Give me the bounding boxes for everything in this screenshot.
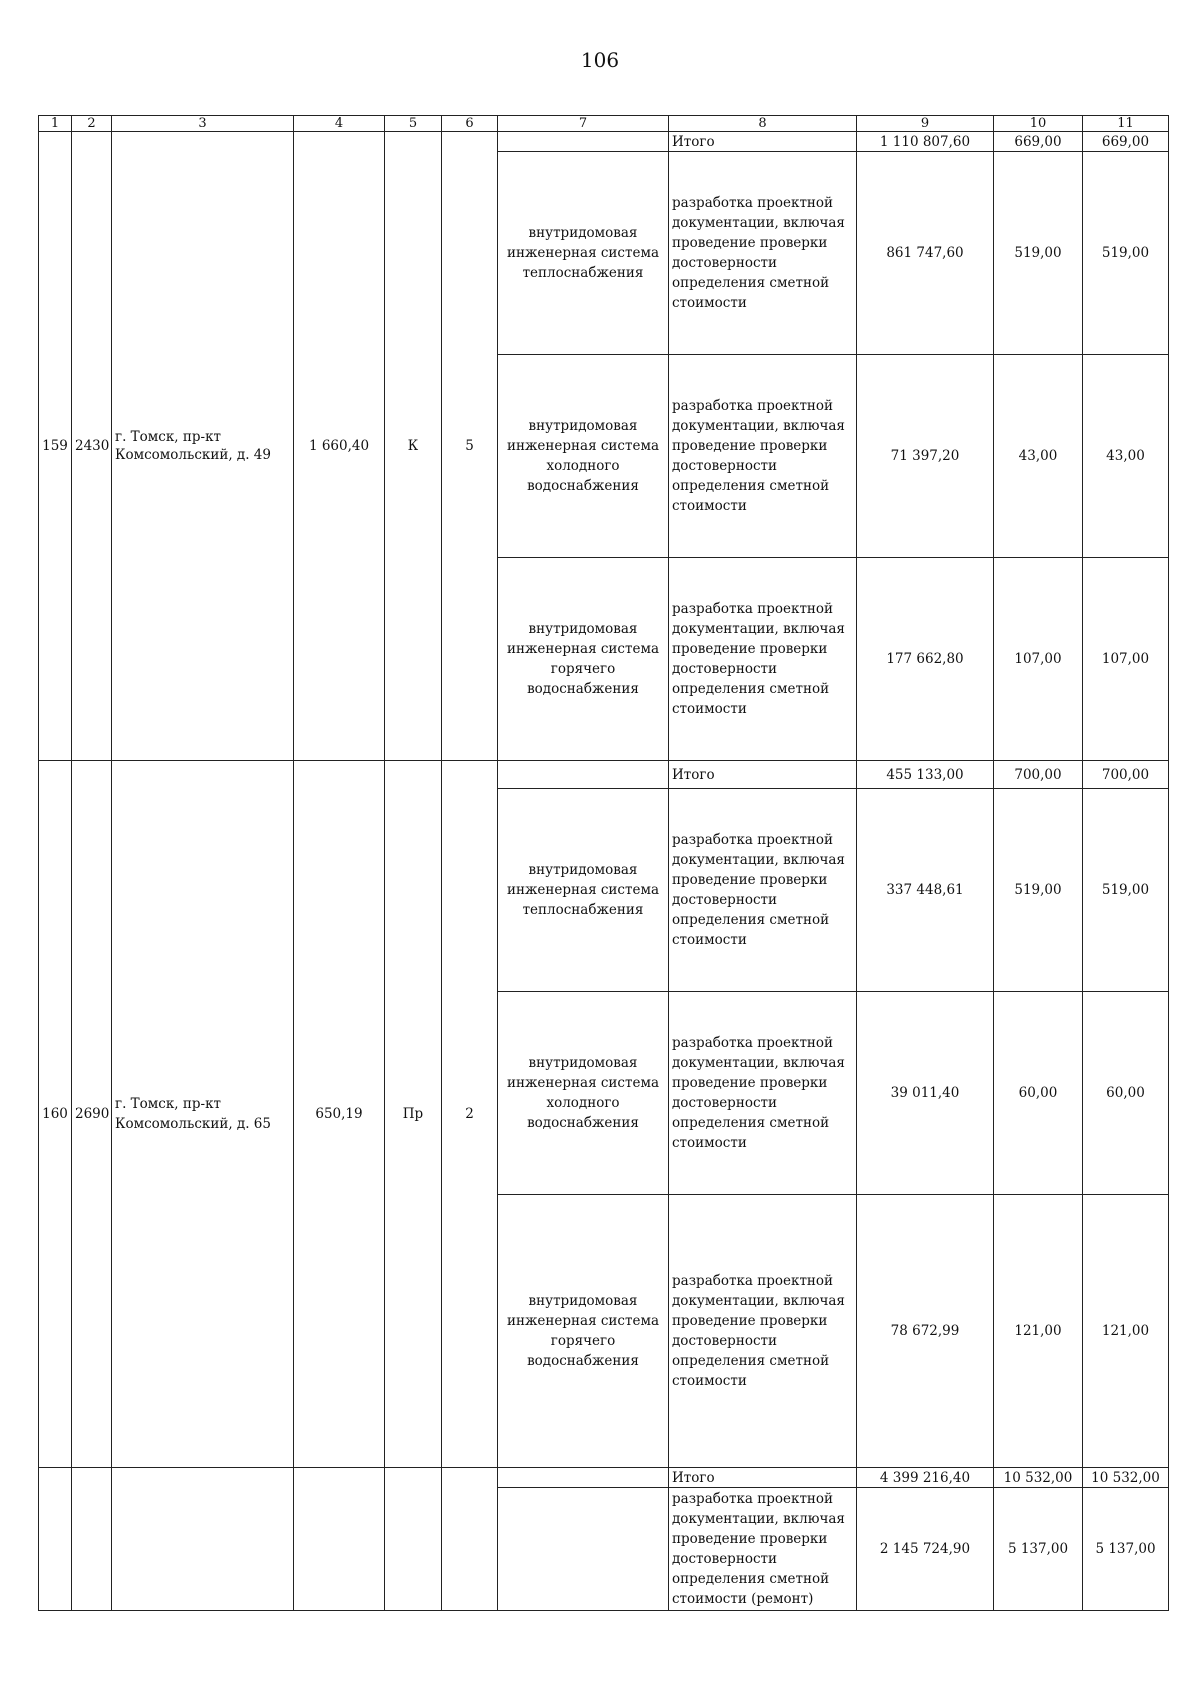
total-sum: 1 110 807,60 <box>857 132 994 152</box>
work-sum: 71 397,20 <box>857 355 994 558</box>
col-header-2: 2 <box>72 116 112 132</box>
work-description: разработка проектной документации, включая проведение проверки достоверности определения сметной стоимости <box>669 152 857 355</box>
house-address: г. Томск, пр-кт Комсомольский, д. 65 <box>112 761 294 1468</box>
system-name: внутридомовая инженерная система теплоснабжения <box>498 152 669 355</box>
work-value-10: 60,00 <box>994 992 1083 1195</box>
row-number <box>39 1468 72 1611</box>
work-sum: 177 662,80 <box>857 558 994 761</box>
work-value-10: 519,00 <box>994 789 1083 992</box>
house-code: 2430 <box>72 132 112 761</box>
work-description: разработка проектной документации, включая проведение проверки достоверности определения сметной стоимости <box>669 355 857 558</box>
total-label: Итого <box>669 761 857 789</box>
col-header-11: 11 <box>1083 116 1169 132</box>
total-value-10: 669,00 <box>994 132 1083 152</box>
house-code: 2690 <box>72 761 112 1468</box>
work-value-10: 107,00 <box>994 558 1083 761</box>
work-value-11: 519,00 <box>1083 152 1169 355</box>
house-address: г. Томск, пр-кт Комсомольский, д. 49 <box>112 132 294 761</box>
total-label: Итого <box>669 132 857 152</box>
work-value-11: 121,00 <box>1083 1195 1169 1468</box>
total-value-11: 669,00 <box>1083 132 1169 152</box>
total-value-11: 10 532,00 <box>1083 1468 1169 1488</box>
work-value-11: 107,00 <box>1083 558 1169 761</box>
work-description: разработка проектной документации, включая проведение проверки достоверности определения сметной стоимости (ремонт) <box>669 1488 857 1611</box>
total-system-empty <box>498 761 669 789</box>
column-number-row <box>39 116 1169 132</box>
house-area <box>294 1468 385 1611</box>
work-sum: 337 448,61 <box>857 789 994 992</box>
work-sum: 861 747,60 <box>857 152 994 355</box>
page-number: 106 <box>580 48 620 72</box>
total-sum: 455 133,00 <box>857 761 994 789</box>
work-value-11: 519,00 <box>1083 789 1169 992</box>
row-number: 160 <box>39 761 72 1468</box>
work-value-11: 5 137,00 <box>1083 1488 1169 1611</box>
col-header-10: 10 <box>994 116 1083 132</box>
house-type: Пр <box>385 761 442 1468</box>
col-header-1: 1 <box>39 116 72 132</box>
work-sum: 39 011,40 <box>857 992 994 1195</box>
total-row <box>39 761 1169 789</box>
col-header-8: 8 <box>669 116 857 132</box>
col6-value <box>442 1468 498 1611</box>
col6-value: 2 <box>442 761 498 1468</box>
work-value-11: 43,00 <box>1083 355 1169 558</box>
col6-value: 5 <box>442 132 498 761</box>
total-value-10: 10 532,00 <box>994 1468 1083 1488</box>
col-header-5: 5 <box>385 116 442 132</box>
work-value-10: 43,00 <box>994 355 1083 558</box>
system-name: внутридомовая инженерная система горячего водоснабжения <box>498 558 669 761</box>
col-header-6: 6 <box>442 116 498 132</box>
total-system-empty <box>498 1468 669 1488</box>
system-name: внутридомовая инженерная система холодного водоснабжения <box>498 355 669 558</box>
house-address <box>112 1468 294 1611</box>
work-description: разработка проектной документации, включая проведение проверки достоверности определения сметной стоимости <box>669 1195 857 1468</box>
house-code <box>72 1468 112 1611</box>
total-value-11: 700,00 <box>1083 761 1169 789</box>
work-value-11: 60,00 <box>1083 992 1169 1195</box>
work-description: разработка проектной документации, включая проведение проверки достоверности определения сметной стоимости <box>669 558 857 761</box>
work-sum: 78 672,99 <box>857 1195 994 1468</box>
col-header-7: 7 <box>498 116 669 132</box>
house-area: 650,19 <box>294 761 385 1468</box>
col-header-3: 3 <box>112 116 294 132</box>
system-name: внутридомовая инженерная система теплоснабжения <box>498 789 669 992</box>
house-type: К <box>385 132 442 761</box>
system-name: внутридомовая инженерная система холодного водоснабжения <box>498 992 669 1195</box>
system-name <box>498 1488 669 1611</box>
row-number: 159 <box>39 132 72 761</box>
house-area: 1 660,40 <box>294 132 385 761</box>
total-system-empty <box>498 132 669 152</box>
work-value-10: 519,00 <box>994 152 1083 355</box>
work-sum: 2 145 724,90 <box>857 1488 994 1611</box>
work-value-10: 121,00 <box>994 1195 1083 1468</box>
total-value-10: 700,00 <box>994 761 1083 789</box>
capital-repair-table <box>38 115 1169 1611</box>
total-sum: 4 399 216,40 <box>857 1468 994 1488</box>
col-header-9: 9 <box>857 116 994 132</box>
system-name: внутридомовая инженерная система горячего водоснабжения <box>498 1195 669 1468</box>
work-description: разработка проектной документации, включая проведение проверки достоверности определения сметной стоимости <box>669 789 857 992</box>
total-row <box>39 132 1169 152</box>
house-type <box>385 1468 442 1611</box>
work-description: разработка проектной документации, включая проведение проверки достоверности определения сметной стоимости <box>669 992 857 1195</box>
total-row <box>39 1468 1169 1488</box>
work-value-10: 5 137,00 <box>994 1488 1083 1611</box>
col-header-4: 4 <box>294 116 385 132</box>
total-label: Итого <box>669 1468 857 1488</box>
